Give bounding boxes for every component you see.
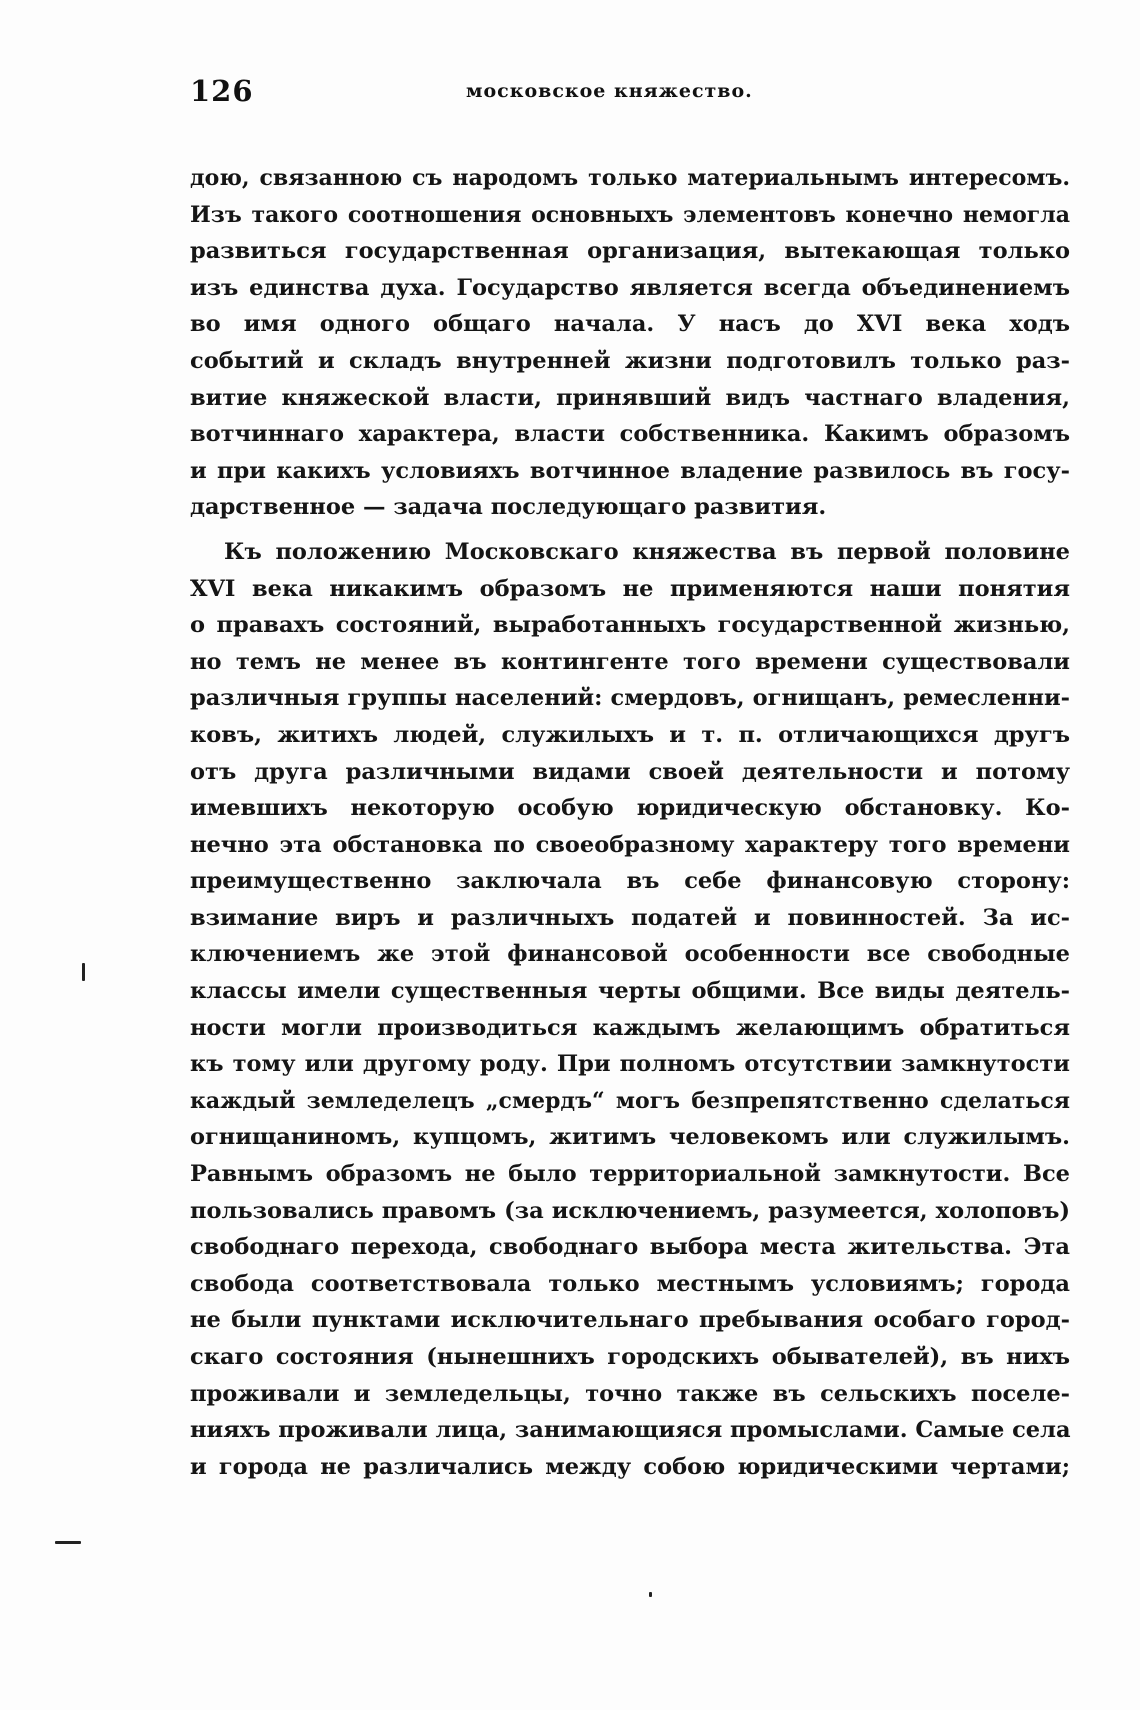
- text-line: ности могли производиться каждымъ желающимъ обратиться: [190, 1014, 1070, 1041]
- paragraph-gap: [190, 526, 1070, 534]
- text-line: но темъ не менее въ контингенте того времени существовали: [190, 648, 1070, 675]
- text-line: витие княжеской власти, принявший видъ частнаго владения,: [190, 384, 1070, 411]
- paragraph: [190, 534, 1070, 1485]
- text-line: свободнаго перехода, свободнаго выбора места жительства. Эта: [190, 1234, 1070, 1261]
- page-number: 126: [190, 74, 254, 108]
- text-line: о правахъ состояний, выработанныхъ государственной жизнью,: [190, 612, 1070, 639]
- text-line: огнищаниномъ, купцомъ, житимъ человекомъ или служилымъ.: [190, 1124, 1070, 1151]
- text-line: имевшихъ некоторую особую юридическую обстановку. Ко-: [190, 795, 1070, 822]
- text-line: ковъ, житихъ людей, служилыхъ и т. п. отличающихся другъ: [190, 721, 1070, 748]
- text-line: Равнымъ образомъ не было территориальной замкнутости. Все: [190, 1161, 1070, 1188]
- text-line: дарственное — задача последующаго развития.: [190, 494, 827, 521]
- text-line: Къ положению Московскаго княжества въ первой половине: [224, 538, 1070, 565]
- text-line: нечно эта обстановка по своеобразному характеру того времени: [190, 831, 1070, 858]
- text-line: XVI века никакимъ образомъ не применяются наши понятия: [190, 575, 1070, 602]
- text-line: ключениемъ же этой финансовой особенности все свободные: [190, 941, 1070, 968]
- scan-speck: [55, 1541, 81, 1544]
- text-line: не были пунктами исключительнаго пребывания особаго город-: [190, 1307, 1070, 1334]
- text-line: нияхъ проживали лица, занимающияся промыслами. Самые села: [190, 1417, 1071, 1444]
- text-line: скаго состояния (нынешнихъ городскихъ обывателей), въ нихъ: [190, 1344, 1070, 1370]
- text-line: къ тому или другому роду. При полномъ отсутствии замкнутости: [190, 1051, 1070, 1078]
- text-line: отъ друга различными видами своей деятельности и потому: [190, 758, 1070, 785]
- scan-speck: [82, 963, 85, 981]
- text-line: каждый земледелецъ „смердъ“ могъ безпрепятственно сделаться: [190, 1087, 1070, 1114]
- text-line: проживали и земледельцы, точно также въ сельскихъ поселе-: [190, 1380, 1070, 1407]
- text-line: во имя одного общаго начала. У насъ до XVI века ходъ: [190, 311, 1070, 338]
- text-line: изъ единства духа. Государство является всегда объединениемъ: [190, 274, 1070, 301]
- text-line: различныя группы населений: смердовъ, огнищанъ, ремесленни-: [190, 685, 1070, 712]
- text-line: взимание виръ и различныхъ податей и повинностей. За ис-: [190, 904, 1070, 931]
- text-line: классы имели существенныя черты общими. Все виды деятель-: [190, 978, 1070, 1005]
- running-head: [190, 74, 1070, 118]
- text-line: событий и складъ внутренней жизни подготовилъ только раз-: [190, 347, 1070, 374]
- scan-speck: [649, 1592, 652, 1597]
- text-line: и при какихъ условияхъ вотчинное владение развилось въ госу-: [190, 457, 1070, 484]
- text-line: преимущественно заключала въ себе финансовую сторону:: [190, 868, 1070, 895]
- body-text: [190, 160, 1070, 1485]
- text-line: вотчиннаго характера, власти собственника. Какимъ образомъ: [190, 421, 1070, 448]
- running-title: московское княжество.: [466, 80, 753, 102]
- text-line: дою, связанною съ народомъ только материальнымъ интересомъ.: [190, 165, 1070, 191]
- text-line: пользовались правомъ (за исключениемъ, разумеется, холоповъ): [190, 1197, 1070, 1224]
- text-line: развиться государственная организация, вытекающая только: [190, 238, 1070, 265]
- paragraph: [190, 160, 1070, 526]
- text-line: Изъ такого соотношения основныхъ элементовъ конечно немогла: [190, 201, 1070, 228]
- text-line: свобода соответствовала только местнымъ условиямъ; города: [190, 1270, 1070, 1297]
- text-line: и города не различались между собою юридическими чертами;: [190, 1453, 1070, 1480]
